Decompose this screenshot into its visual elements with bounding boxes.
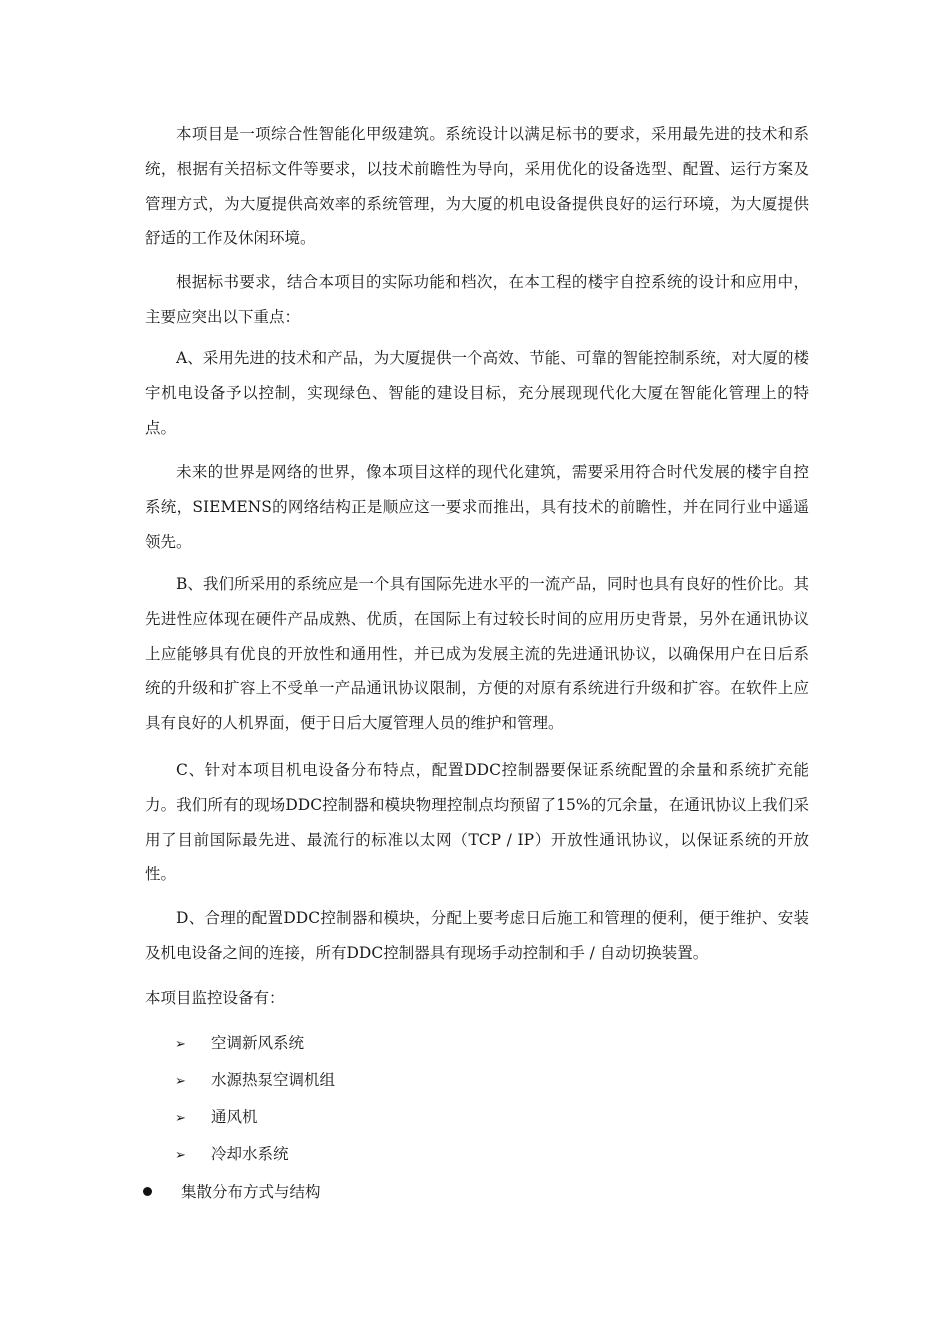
paragraph-requirements: 根据标书要求，结合本项目的实际功能和档次，在本工程的楼宇自控系统的设计和应用中，主要应突出以下重点： (145, 273, 809, 326)
arrow-bullet-icon: ➢ (175, 1111, 186, 1126)
list-item (175, 1070, 335, 1092)
section-bullet-label: 集散分布方式与结构 (181, 1183, 321, 1201)
list-item (175, 1033, 304, 1055)
section-bullet (143, 1182, 321, 1202)
paragraph-point-d: D、合理的配置DDC控制器和模块，分配上要考虑日后施工和管理的便利，便于维护、安装及机电设备之间的连接，所有DDC控制器具有现场手动控制和手 / 自动切换装置。 (145, 909, 809, 962)
equipment-heading: 本项目监控设备有： (145, 989, 285, 1007)
paragraph-intro: 本项目是一项综合性智能化甲级建筑。系统设计以满足标书的要求，采用最先进的技术和系统，根据有关招标文件等要求，以技术前瞻性为导向，采用优化的设备选型、配置、运行方案及管理方式，为大厦提供高效率的系统管理，为大厦的机电设备提供良好的运行环境，为大厦提供舒适的工作及休闲环境。 (145, 125, 809, 248)
list-item-label: 空调新风系统 (211, 1034, 305, 1052)
list-item-label: 冷却水系统 (211, 1145, 289, 1163)
list-item-label: 通风机 (211, 1108, 258, 1126)
list-item (175, 1107, 258, 1129)
arrow-bullet-icon: ➢ (175, 1037, 186, 1052)
arrow-bullet-icon: ➢ (175, 1074, 186, 1089)
paragraph-point-a: A、采用先进的技术和产品，为大厦提供一个高效、节能、可靠的智能控制系统，对大厦的楼宇机电设备予以控制，实现绿色、智能的建设目标，充分展现现代化大厦在智能化管理上的特点。 (145, 349, 809, 437)
list-item-label: 水源热泵空调机组 (211, 1071, 336, 1089)
paragraph-network: 未来的世界是网络的世界，像本项目这样的现代化建筑，需要采用符合时代发展的楼宇自控系统，SIEMENS的网络结构正是顺应这一要求而推出，具有技术的前瞻性，并在同行业中遥遥领先。 (145, 463, 809, 551)
list-item (175, 1144, 289, 1166)
filled-circle-bullet-icon (143, 1187, 152, 1196)
paragraph-point-b: B、我们所采用的系统应是一个具有国际先进水平的一流产品，同时也具有良好的性价比。其先进性应体现在硬件产品成熟、优质，在国际上有过较长时间的应用历史背景，另外在通讯协议上应能够具有优良的开放性和通用性，并已成为发展主流的先进通讯协议，以确保用户在日后系统的升级和扩容上不受单一产品通讯协议限制，方便的对原有系统进行升级和扩容。在软件上应具有良好的人机界面，便于日后大厦管理人员的维护和管理。 (145, 575, 809, 733)
paragraph-point-c: C、针对本项目机电设备分布特点，配置DDC控制器要保证系统配置的余量和系统扩充能力。我们所有的现场DDC控制器和模块物理控制点均预留了15%的冗余量，在通讯协议上我们采用了目前国际最先进、最流行的标准以太网（TCP / IP）开放性通讯协议，以保证系统的开放性。 (145, 761, 809, 884)
arrow-bullet-icon: ➢ (175, 1148, 186, 1163)
